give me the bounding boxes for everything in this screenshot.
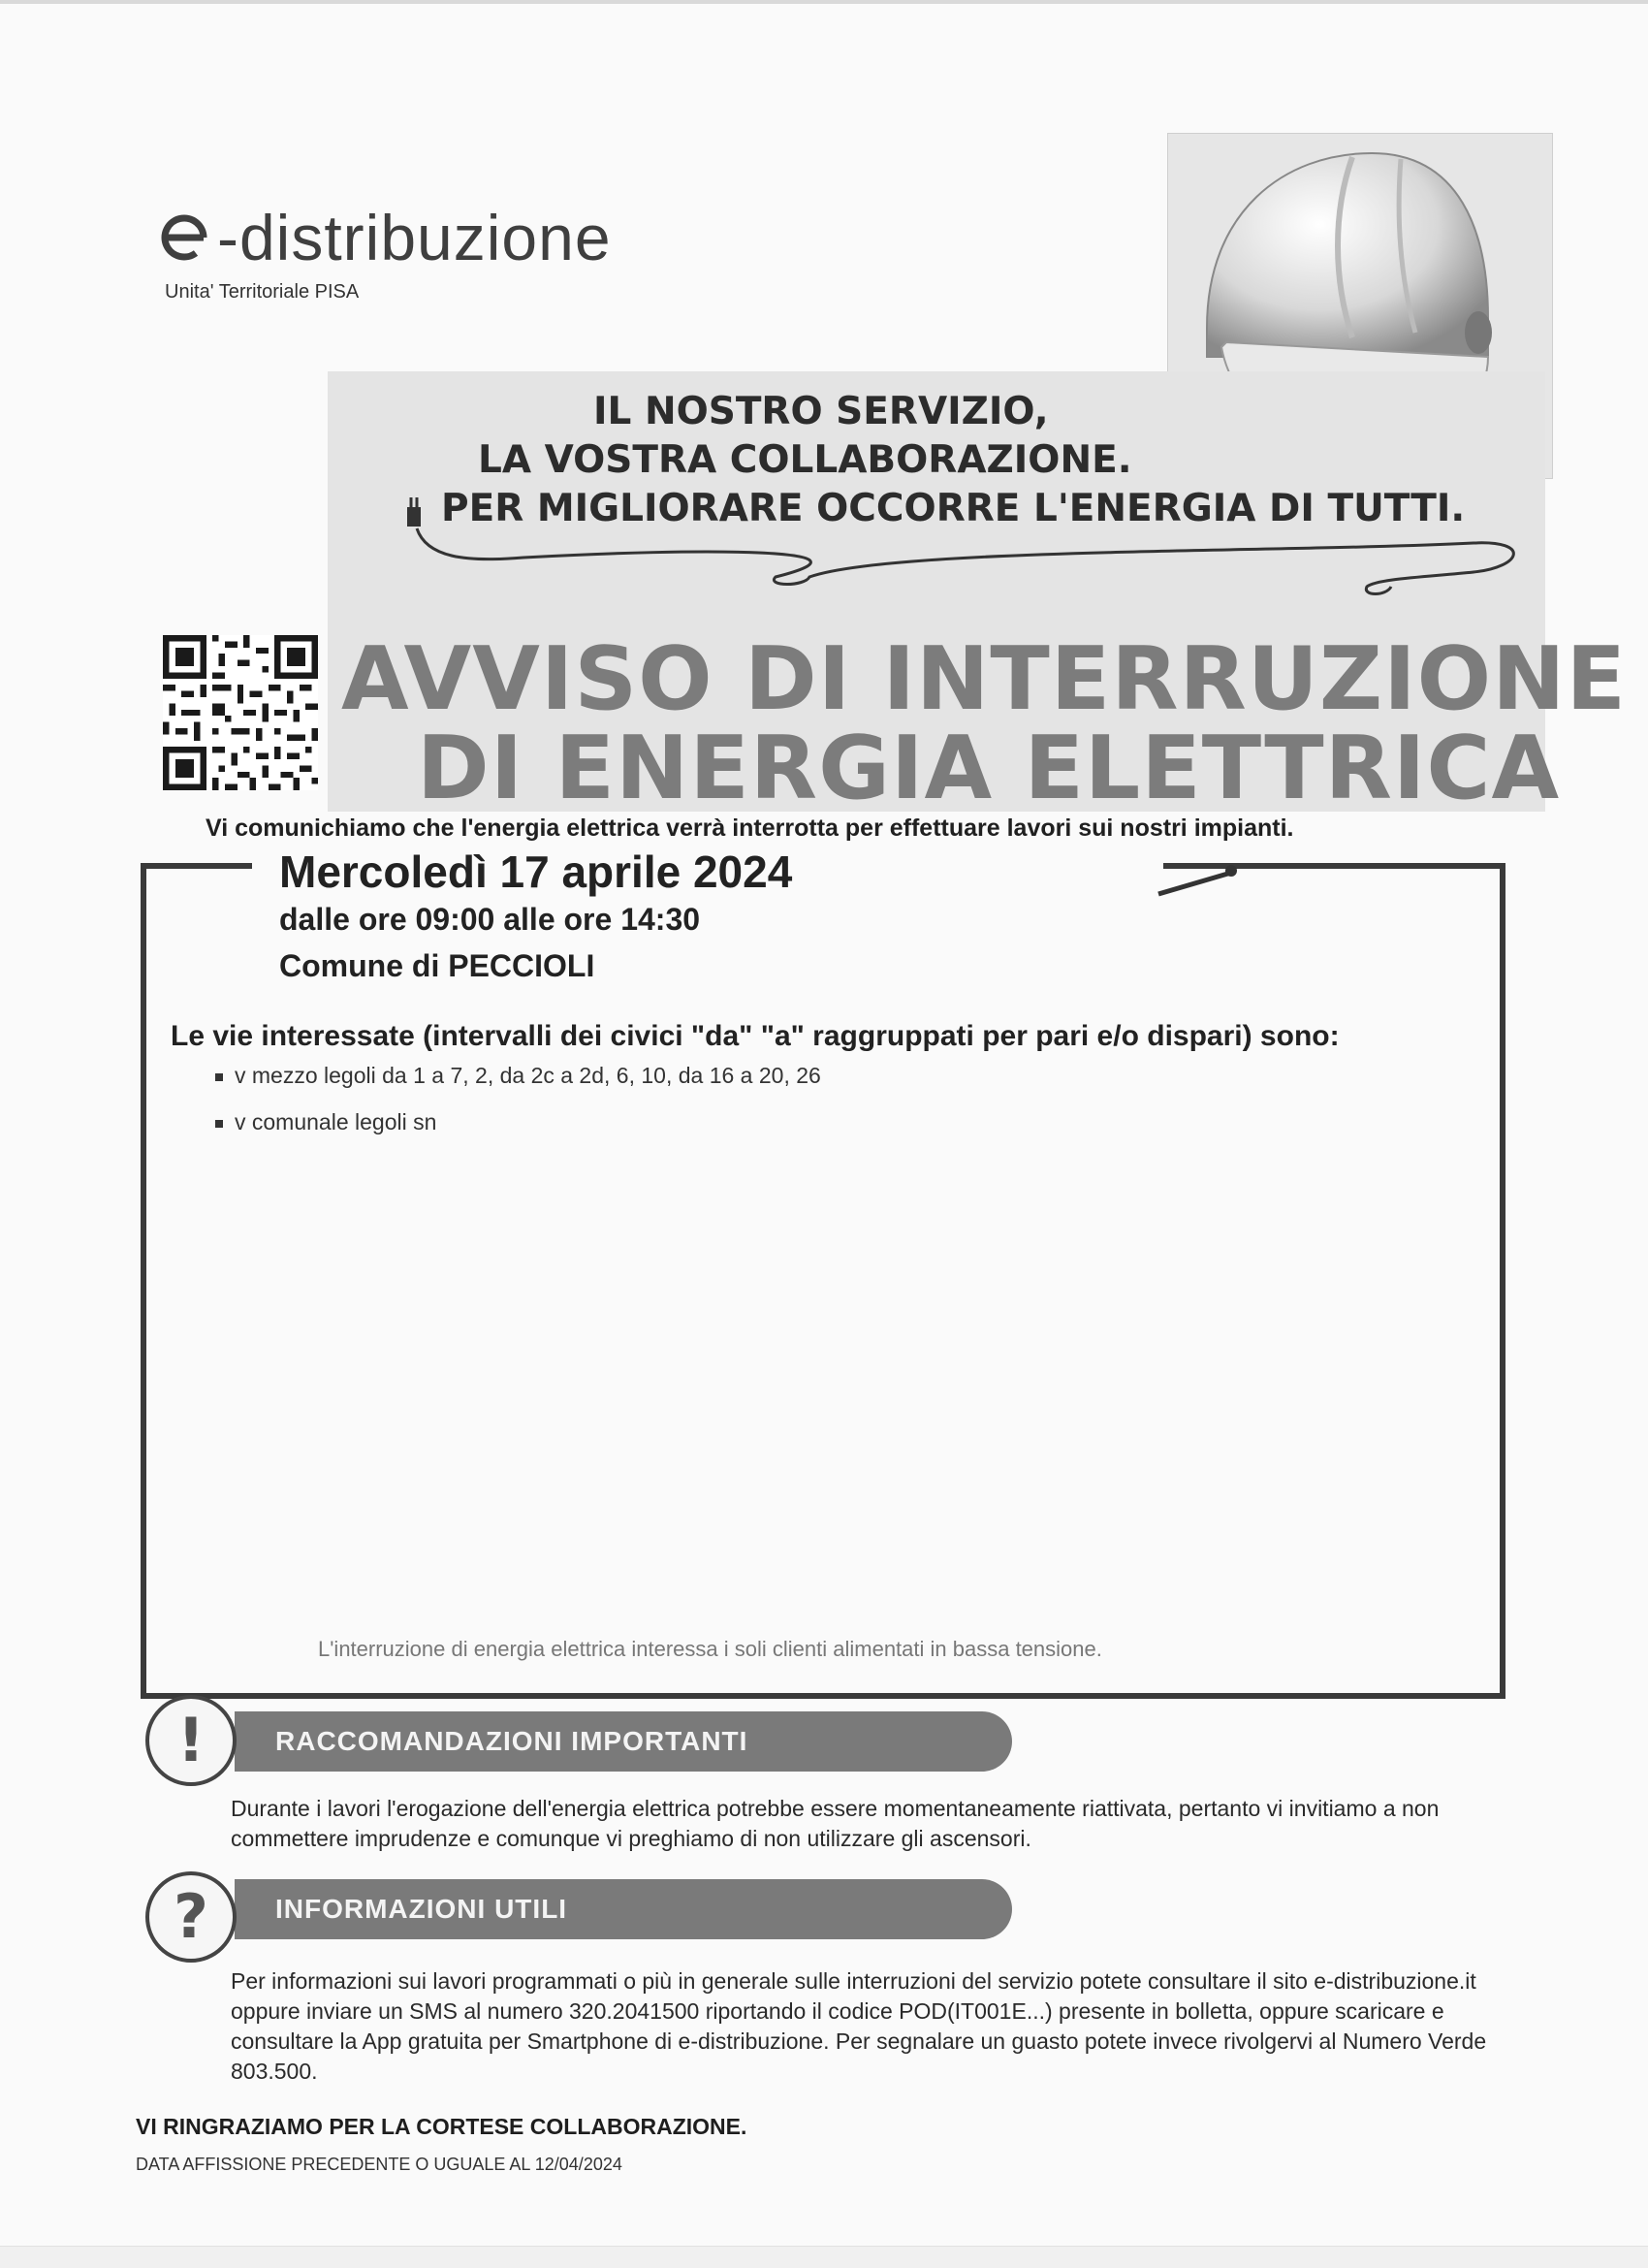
outage-hours: dalle ore 09:00 alle ore 14:30 [279,902,701,937]
outage-date: Mercoledì 17 aprile 2024 [279,847,793,897]
posting-date: DATA AFFISSIONE PRECEDENTE O UGUALE AL 12/04/2024 [136,2155,622,2174]
streets-heading: Le vie interessate (intervalli dei civici "da" "a" raggruppati per pari e/o dispari) sono: [171,1020,1340,1052]
slogan-line-2: LA VOSTRA COLLABORAZIONE. [478,438,1132,482]
recommendations-header: RACCOMANDAZIONI IMPORTANTI [235,1711,1012,1772]
slogan-line-1: IL NOSTRO SERVIZIO, [593,390,1049,433]
street-text: v comunale legoli sn [235,1109,437,1134]
brand-logo [157,199,661,276]
slogan-line-3: PER MIGLIORARE OCCORRE L'ENERGIA DI TUTTI. [441,487,1466,530]
brand-e-icon [157,210,211,265]
thanks-text: VI RINGRAZIAMO PER LA CORTESE COLLABORAZIONE. [136,2114,747,2139]
bullet-icon [215,1073,223,1081]
notice-title-line-1: AVVISO DI INTERRUZIONE [341,628,1627,730]
question-icon: ? [145,1871,237,1963]
street-item [215,1109,436,1135]
recommendations-text: Durante i lavori l'erogazione dell'energia elettrica potrebbe essere momentaneamente riattivata, pertanto vi invitiamo a non commettere imprudenze e comunque vi preghiamo di non utilizzare gli ascensori. [231,1796,1440,1851]
bullet-icon [215,1120,223,1128]
brand-name: -distribuzione [217,202,612,273]
cable-end-icon [1154,861,1241,900]
useful-info-text: Per informazioni sui lavori programmati o più in generale sulle interruzioni del servizio potete consultare il sito e-distribuzione.it oppure inviare un SMS al numero 320.2041500 riportando il codice POD(IT001E...) presente in bolletta, oppure scaricare e consultare la App gratuita per Smartphone di e-distribuzione. Per segnalare un guasto potete invece rivolgervi al Numero Verde 803.500. [231,1968,1487,2084]
unit-label: Unita' Territoriale PISA [165,281,360,303]
qr-code[interactable] [163,635,318,790]
cable-plug-icon [407,490,1532,606]
outage-details-frame [141,863,1505,1699]
notice-title-line-2: DI ENERGIA ELETTRICA [417,718,1561,819]
outage-municipality: Comune di PECCIOLI [279,948,595,983]
low-voltage-note: L'interruzione di energia elettrica interessa i soli clienti alimentati in bassa tensione. [318,1637,1102,1661]
intro-text: Vi comunichiamo che l'energia elettrica verrà interrotta per effettuare lavori sui nostri impianti. [206,815,1294,842]
useful-info-header: INFORMAZIONI UTILI [235,1879,1012,1939]
street-item [215,1063,821,1089]
page-edge-bottom [0,2246,1648,2268]
exclamation-icon: ! [145,1695,237,1786]
street-text: v mezzo legoli da 1 a 7, 2, da 2c a 2d, 6, 10, da 16 a 20, 26 [235,1063,821,1088]
page-edge-top [0,0,1648,4]
